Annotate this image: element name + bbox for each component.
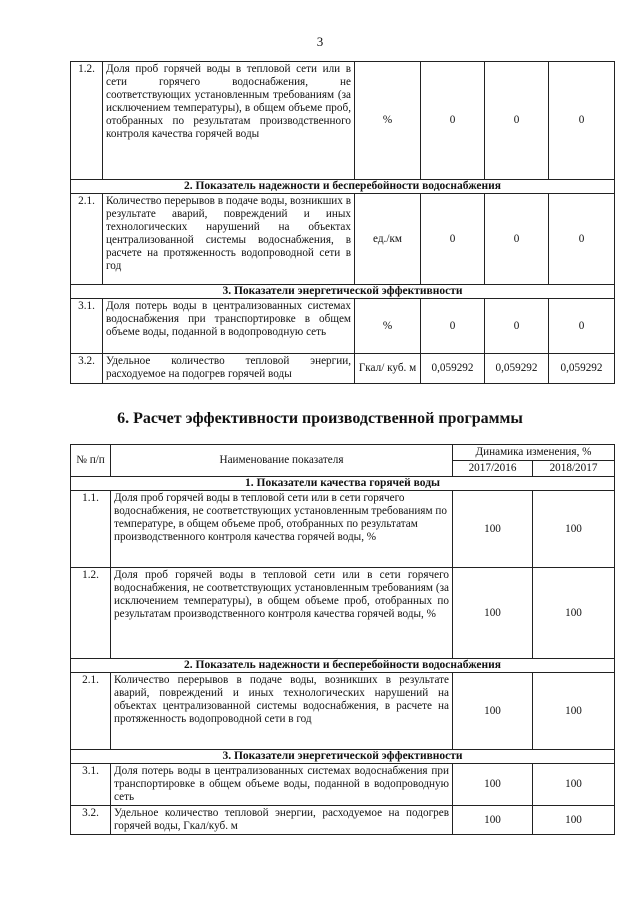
section-heading: 2. Показатель надежности и бесперебойности водоснабжения [71, 180, 615, 194]
value-cell: 100 [453, 491, 533, 568]
section-row [71, 750, 615, 764]
row-number: 1.2. [71, 62, 103, 180]
header-year-1: 2017/2016 [453, 461, 533, 477]
indicator-name: Количество перерывов в подаче воды, возникших в результате аварий, повреждений и иных технологических нарушений на объектах централизованной системы водоснабжения, в расчете на протяженность водопроводной сети в год [111, 673, 453, 750]
value-cell: 100 [533, 673, 615, 750]
unit-cell: % [355, 299, 421, 354]
indicator-name: Доля проб горячей воды в тепловой сети или в сети горячего водоснабжения, не соответствующих установленным требованиям по температуре, в общем объеме проб, отобранных по результатам производственного контроля качества горячей воды, % [111, 491, 453, 568]
row-number: 1.2. [71, 568, 111, 659]
value-cell: 0 [485, 194, 549, 285]
value-cell: 0,059292 [485, 354, 549, 384]
value-cell: 100 [453, 673, 533, 750]
table-row [71, 491, 615, 568]
indicator-name: Удельное количество тепловой энергии, расходуемое на подогрев горячей воды, Гкал/куб. м [111, 806, 453, 835]
unit-cell: Гкал/ куб. м [355, 354, 421, 384]
value-cell: 100 [533, 764, 615, 806]
indicator-name: Доля проб горячей воды в тепловой сети или в сети горячего водоснабжения, не соответствующих установленным требованиям (за исключением температуры), в общем объеме проб, отобранных по результатам производственного контроля качества горячей воды [103, 62, 355, 180]
section-heading: 3. Показатели энергетической эффективности [71, 750, 615, 764]
row-number: 3.1. [71, 764, 111, 806]
value-cell: 0,059292 [421, 354, 485, 384]
section-row [71, 180, 615, 194]
page-number: 3 [316, 34, 324, 49]
section-heading: 3. Показатели энергетической эффективности [71, 285, 615, 299]
table-row [71, 673, 615, 750]
header-name: Наименование показателя [111, 445, 453, 477]
value-cell: 100 [453, 764, 533, 806]
row-number: 3.1. [71, 299, 103, 354]
table-row [71, 194, 615, 285]
header-dynamics: Динамика изменения, % [453, 445, 615, 461]
value-cell: 100 [533, 491, 615, 568]
row-number: 2.1. [71, 194, 103, 285]
header-num: № п/п [71, 445, 111, 477]
table-row [71, 568, 615, 659]
value-cell: 0 [421, 194, 485, 285]
unit-cell: % [355, 62, 421, 180]
value-cell: 100 [533, 568, 615, 659]
value-cell: 0,059292 [549, 354, 615, 384]
indicator-name: Количество перерывов в подаче воды, возникших в результате аварий, повреждений и иных технологических нарушений на объектах централизованной системы водоснабжения, в расчете на протяженность водопроводной сети в год [103, 194, 355, 285]
indicator-name: Доля проб горячей воды в тепловой сети или в сети горячего водоснабжения, не соответствующих установленным требованиям (за исключением температуры), в общем объеме проб, отобранных по результатам производственного контроля качества горячей воды, % [111, 568, 453, 659]
value-cell: 0 [485, 299, 549, 354]
indicators-table-continued [70, 61, 615, 384]
table-row [71, 62, 615, 180]
value-cell: 0 [549, 299, 615, 354]
header-year-2: 2018/2017 [533, 461, 615, 477]
value-cell: 0 [549, 194, 615, 285]
value-cell: 0 [549, 62, 615, 180]
table-row [71, 299, 615, 354]
efficiency-table [70, 444, 615, 835]
value-cell: 0 [485, 62, 549, 180]
section-row [71, 285, 615, 299]
table-row [71, 354, 615, 384]
section-heading: 1. Показатели качества горячей воды [71, 477, 615, 491]
unit-cell: ед./км [355, 194, 421, 285]
row-number: 3.2. [71, 354, 103, 384]
section-heading: 2. Показатель надежности и бесперебойности водоснабжения [71, 659, 615, 673]
table-row [71, 806, 615, 835]
row-number: 1.1. [71, 491, 111, 568]
value-cell: 100 [453, 568, 533, 659]
row-number: 2.1. [71, 673, 111, 750]
row-number: 3.2. [71, 806, 111, 835]
section-row [71, 477, 615, 491]
value-cell: 0 [421, 299, 485, 354]
indicator-name: Удельное количество тепловой энергии, расходуемое на подогрев горячей воды [103, 354, 355, 384]
value-cell: 0 [421, 62, 485, 180]
table-row [71, 764, 615, 806]
indicator-name: Доля потерь воды в централизованных системах водоснабжения при транспортировке в общем объеме воды, поданной в водопроводную сеть [103, 299, 355, 354]
value-cell: 100 [453, 806, 533, 835]
section-title: 6. Расчет эффективности производственной программы [117, 410, 523, 427]
indicator-name: Доля потерь воды в централизованных системах водоснабжения при транспортировке в общем объеме воды, поданной в водопроводную сеть [111, 764, 453, 806]
section-row [71, 659, 615, 673]
value-cell: 100 [533, 806, 615, 835]
